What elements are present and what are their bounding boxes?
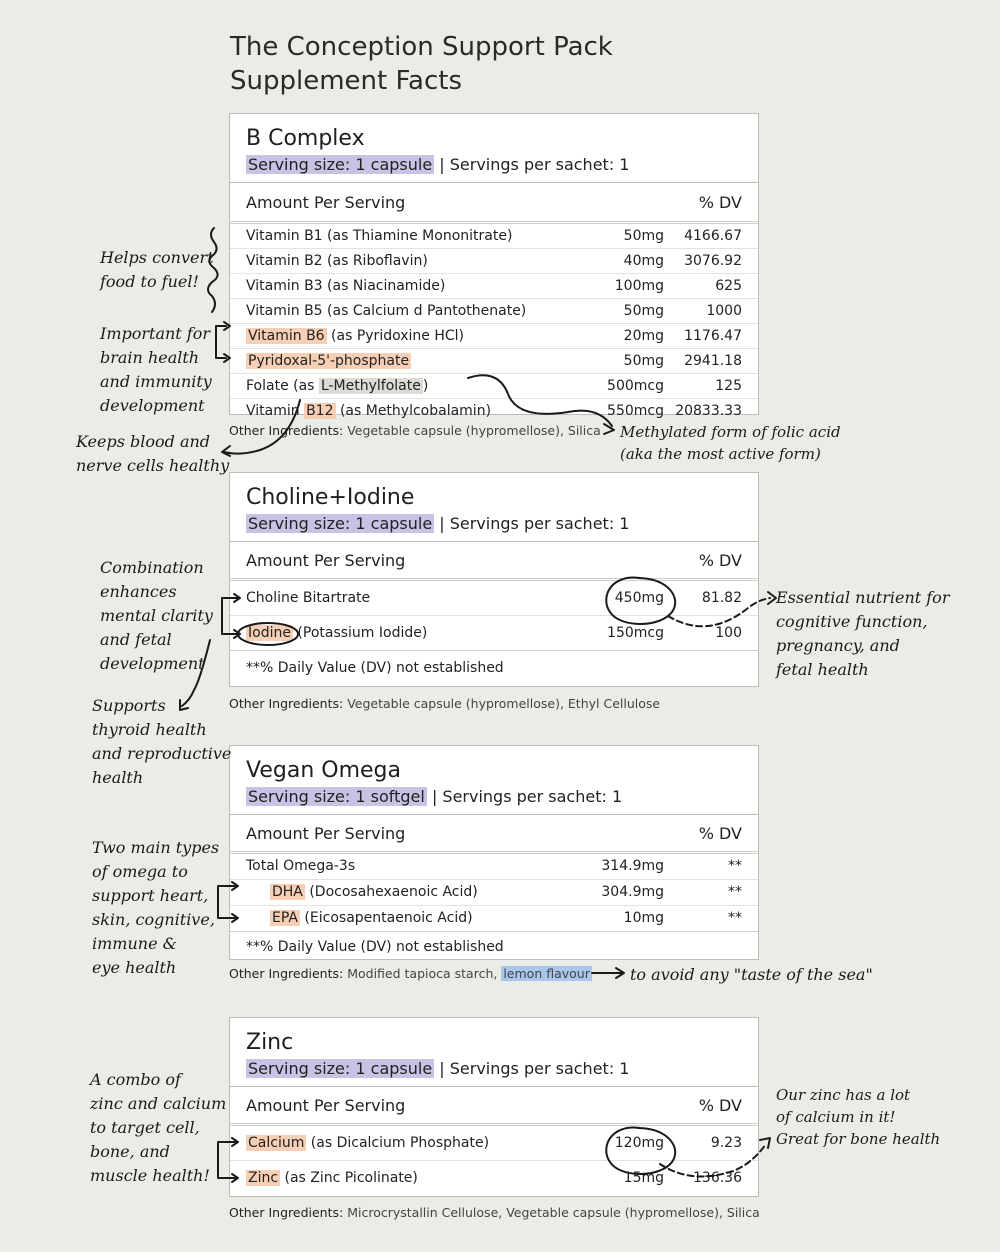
highlight: Zinc — [248, 1170, 279, 1186]
note-clarity: Combination enhances mental clarity and fetal development — [100, 558, 213, 673]
nutrient-name: Vitamin B2 (as Riboflavin) — [246, 253, 428, 269]
highlight: Vitamin B6 — [248, 328, 325, 344]
dv-footnote: **% Daily Value (DV) not established — [230, 650, 758, 685]
nutrient-amount: 120mg — [614, 1135, 664, 1151]
servings-per-sachet: | Servings per sachet: 1 — [431, 787, 623, 806]
nutrient-name: Total Omega-3s — [246, 858, 356, 874]
table-row — [230, 581, 758, 616]
highlight: Pyridoxal-5'-phosphate — [248, 353, 410, 369]
nutrient-dv: 136.36 — [693, 1170, 742, 1186]
amount-per-serving-label: Amount Per Serving — [246, 550, 406, 570]
nutrient-name — [246, 1161, 418, 1195]
note-calcium: Our zinc has a lot of calcium in it! Great for bone health — [776, 1086, 941, 1148]
nutrient-amount: 100mg — [614, 278, 664, 294]
title-line-1: The Conception Support Pack — [230, 32, 613, 62]
lemon-flavour-highlight: lemon flavour — [503, 966, 590, 981]
note-brain: Important for brain health and immunity development — [100, 324, 212, 415]
nutrient-name — [246, 349, 411, 373]
dv-label: % DV — [698, 1095, 742, 1115]
servings-per-sachet: | Servings per sachet: 1 — [439, 514, 630, 533]
other-ingredients-text: Vegetable capsule (hypromellose), Silica — [347, 423, 601, 438]
table-row — [230, 299, 758, 324]
nutrient-dv: 625 — [715, 278, 742, 294]
nutrient-amount: 50mg — [623, 228, 664, 244]
nutrient-name: Vitamin B1 (as Thiamine Mononitrate) — [246, 228, 513, 244]
nutrient-dv: 81.82 — [701, 590, 742, 606]
panel-title: Choline+Iodine — [246, 485, 415, 510]
highlight: Calcium — [248, 1135, 305, 1151]
highlight: L-Methylfolate — [320, 378, 421, 394]
nutrient-dv: 4166.67 — [684, 228, 742, 244]
nutrient-amount: 550mcg — [607, 403, 664, 419]
amount-per-serving-header — [230, 815, 758, 854]
dv-footnote: **% Daily Value (DV) not established — [230, 931, 758, 962]
other-ingredients-text: Microcrystallin Cellulose, Vegetable capsule (hypromellose), Silica — [347, 1205, 760, 1220]
table-row — [230, 349, 758, 374]
nutrient-name — [270, 880, 478, 905]
panel-title: Vegan Omega — [246, 758, 401, 783]
note-combo: A combo of zinc and calcium to target cell, bone, and muscle health! — [90, 1070, 227, 1185]
serving-info — [246, 513, 742, 535]
nutrient-amount: 150mcg — [607, 625, 664, 641]
nutrient-name: Choline Bitartrate — [246, 590, 371, 606]
nutrient-name: Vitamin B5 (as Calcium d Pantothenate) — [246, 303, 527, 319]
nutrient-source: (Potassium Iodide) — [292, 625, 428, 641]
nutrient-name — [246, 1126, 489, 1160]
note-thyroid: Supports thyroid health and reproductive health — [92, 696, 232, 787]
panel-header — [230, 746, 758, 815]
highlight: B12 — [306, 403, 334, 419]
nutrient-dv: 9.23 — [710, 1135, 742, 1151]
other-ingredients — [229, 696, 660, 711]
highlight: EPA — [272, 910, 298, 926]
serving-size: Serving size: 1 capsule — [248, 1059, 433, 1078]
serving-size: Serving size: 1 softgel — [248, 787, 425, 806]
table-row — [230, 1161, 758, 1195]
other-ingredients-text: Modified tapioca starch, — [347, 966, 502, 981]
table-row — [230, 616, 758, 650]
table-row — [230, 399, 758, 423]
table-row — [230, 880, 758, 906]
panel-title: B Complex — [246, 126, 365, 151]
page-title — [230, 30, 613, 98]
amount-per-serving-header — [230, 183, 758, 224]
nutrient-amount: 50mg — [623, 303, 664, 319]
highlight: Iodine — [248, 625, 291, 641]
nutrient-source: (Eicosapentaenoic Acid) — [299, 910, 473, 926]
nutrient-name — [246, 324, 464, 348]
nutrient-source: (as Zinc Picolinate) — [280, 1170, 418, 1186]
note-sea: to avoid any "taste of the sea" — [630, 965, 873, 984]
table-row — [230, 274, 758, 299]
nutrient-rows — [230, 224, 758, 423]
nutrient-dv: 3076.92 — [684, 253, 742, 269]
other-ingredients-label: Other Ingredients: — [229, 423, 344, 438]
amount-per-serving-header — [230, 1087, 758, 1126]
table-row — [230, 906, 758, 931]
nutrient-dv: 2941.18 — [684, 353, 742, 369]
nutrient-name — [246, 374, 428, 398]
amount-per-serving-label: Amount Per Serving — [246, 1095, 406, 1115]
other-ingredients-label: Other Ingredients: — [229, 966, 344, 981]
nutrient-source: (as Dicalcium Phosphate) — [306, 1135, 490, 1151]
serving-info — [246, 154, 742, 176]
nutrient-amount: 50mg — [623, 353, 664, 369]
table-row — [230, 374, 758, 399]
nutrient-amount: 304.9mg — [601, 884, 664, 900]
table-row — [230, 324, 758, 349]
dv-label: % DV — [698, 823, 742, 843]
nutrient-source: (as Pyridoxine HCl) — [326, 328, 464, 344]
panel-title: Zinc — [246, 1030, 294, 1055]
nutrient-dv: 1176.47 — [684, 328, 742, 344]
panel-header — [230, 114, 758, 183]
nutrient-prefix: Folate (as — [246, 378, 319, 394]
nutrient-dv: 20833.33 — [675, 403, 742, 419]
nutrient-source: (as Methylcobalamin) — [335, 403, 492, 419]
b-complex-panel — [229, 113, 759, 419]
nutrient-dv: 1000 — [706, 303, 742, 319]
table-row — [230, 854, 758, 880]
note-fuel: Helps convert food to fuel! — [100, 248, 214, 291]
other-ingredients — [229, 423, 601, 438]
panel-header — [230, 473, 758, 542]
other-ingredients-label: Other Ingredients: — [229, 696, 344, 711]
note-essential: Essential nutrient for cognitive function, pregnancy, and fetal health — [776, 588, 950, 679]
note-folic: Methylated form of folic acid (aka the most active form) — [620, 423, 841, 463]
nutrient-amount: 450mg — [614, 590, 664, 606]
amount-per-serving-label: Amount Per Serving — [246, 823, 406, 843]
dv-label: % DV — [698, 192, 742, 212]
zinc-panel — [229, 1017, 759, 1197]
other-ingredients-text: Vegetable capsule (hypromellose), Ethyl Cellulose — [347, 696, 661, 711]
nutrient-amount: 40mg — [623, 253, 664, 269]
serving-info — [246, 786, 742, 808]
nutrient-name — [270, 906, 473, 931]
other-ingredients — [229, 1205, 760, 1220]
nutrient-amount: 20mg — [623, 328, 664, 344]
other-ingredients — [229, 966, 592, 981]
note-blood: Keeps blood and nerve cells healthy — [76, 432, 230, 475]
other-ingredients-label: Other Ingredients: — [229, 1205, 344, 1220]
servings-per-sachet: | Servings per sachet: 1 — [439, 1059, 630, 1078]
servings-per-sachet: | Servings per sachet: 1 — [439, 155, 630, 174]
nutrient-name: Vitamin B3 (as Niacinamide) — [246, 278, 446, 294]
amount-per-serving-header — [230, 542, 758, 581]
bracket-icon — [216, 326, 226, 358]
nutrient-dv: ** — [728, 858, 742, 874]
table-row — [230, 249, 758, 274]
serving-size: Serving size: 1 capsule — [248, 155, 433, 174]
nutrient-name — [246, 399, 491, 423]
nutrient-dv: ** — [728, 910, 742, 926]
nutrient-dv: 100 — [715, 625, 742, 641]
highlight: DHA — [272, 884, 303, 900]
amount-per-serving-label: Amount Per Serving — [246, 192, 406, 212]
nutrient-amount: 15mg — [623, 1170, 664, 1186]
serving-info — [246, 1058, 742, 1080]
panel-header — [230, 1018, 758, 1087]
table-row — [230, 1126, 758, 1161]
nutrient-source: ) — [422, 378, 429, 394]
serving-size: Serving size: 1 capsule — [248, 514, 433, 533]
nutrient-amount: 314.9mg — [601, 858, 664, 874]
vegan-omega-panel — [229, 745, 759, 960]
nutrient-dv: ** — [728, 884, 742, 900]
nutrient-source: (Docosahexaenoic Acid) — [304, 884, 478, 900]
table-row — [230, 224, 758, 249]
note-omega: Two main types of omega to support heart, skin, cognitive, immune & eye health — [92, 838, 220, 977]
nutrient-dv: 125 — [715, 378, 742, 394]
nutrient-amount: 500mcg — [607, 378, 664, 394]
title-line-2: Supplement Facts — [230, 66, 463, 96]
nutrient-name — [246, 616, 427, 650]
nutrient-prefix: Vitamin — [246, 403, 305, 419]
nutrient-amount: 10mg — [623, 910, 664, 926]
choline-iodine-panel — [229, 472, 759, 687]
dv-label: % DV — [698, 550, 742, 570]
